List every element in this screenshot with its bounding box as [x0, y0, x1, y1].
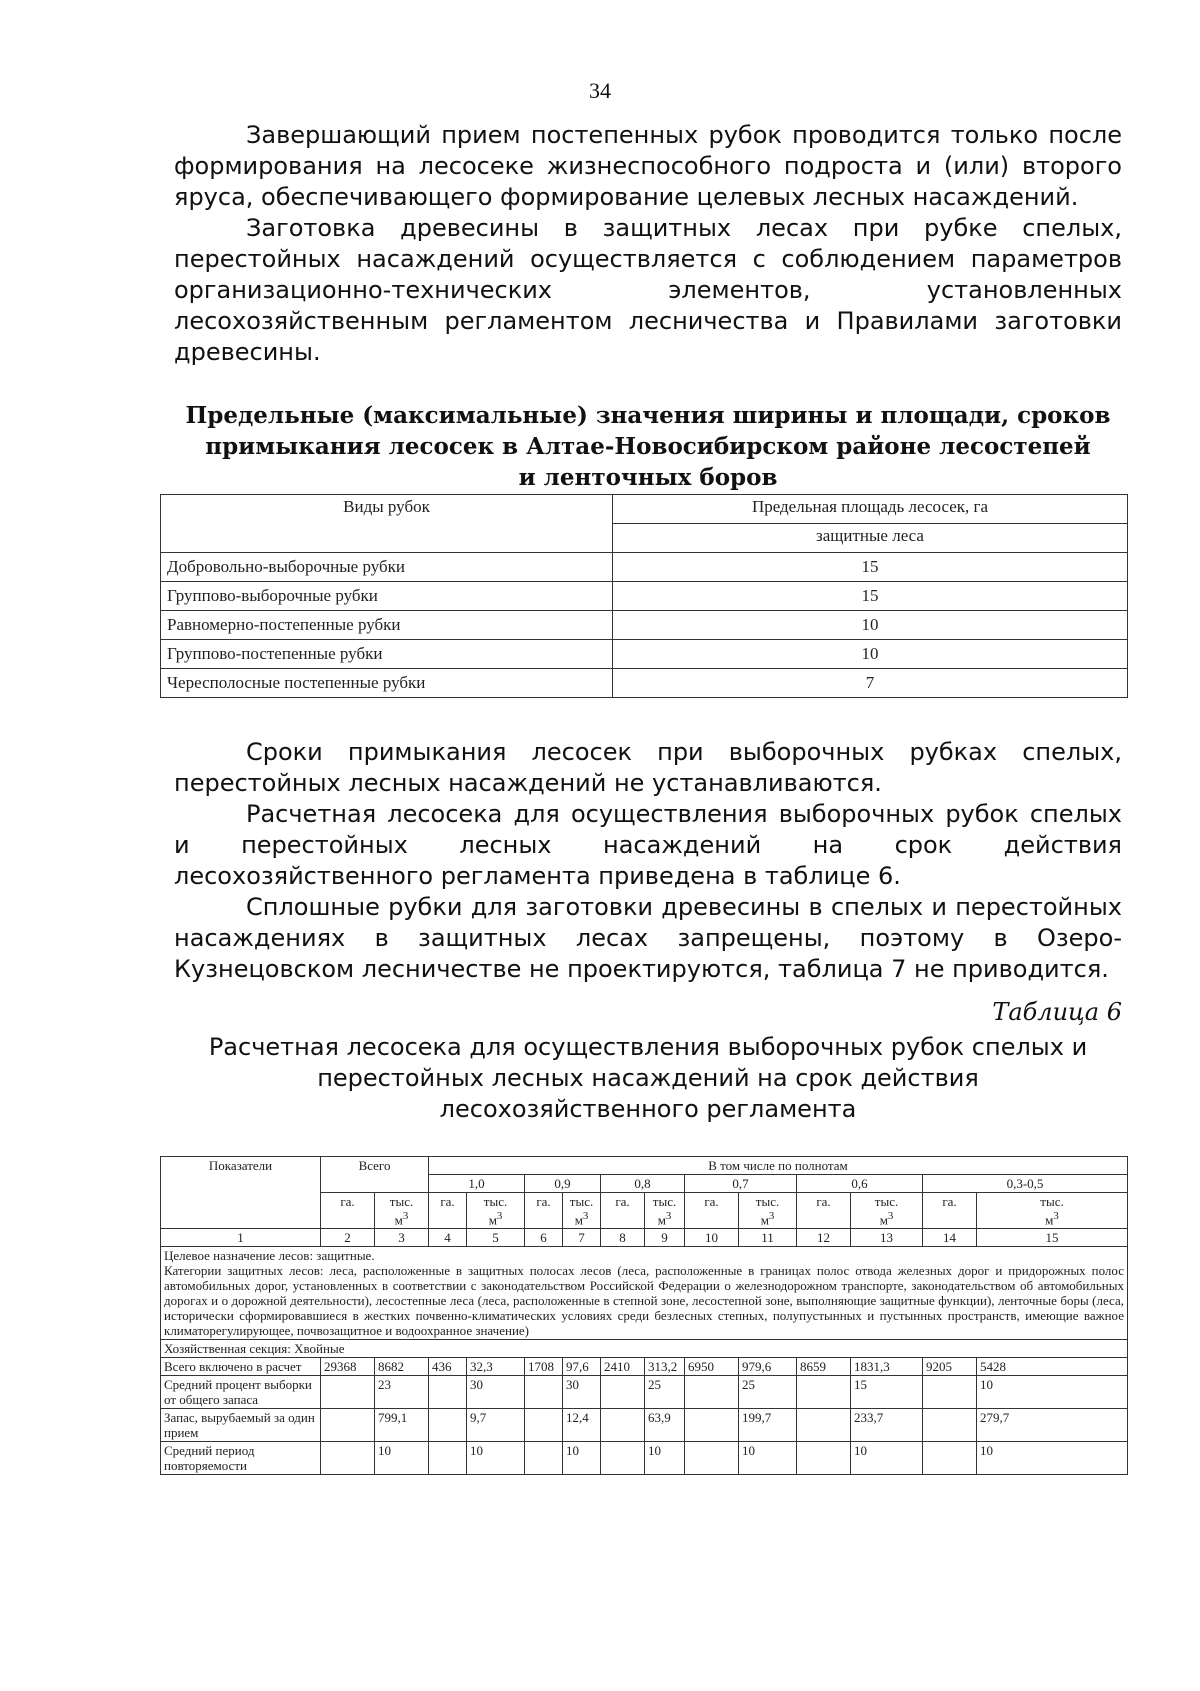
column-number-row [161, 1229, 1128, 1247]
table-cell: 12,4 [563, 1409, 601, 1442]
table-cell: 10 [467, 1442, 525, 1475]
table-cell [525, 1442, 563, 1475]
table2-heading [174, 1032, 1122, 1125]
column-header: Всего [321, 1157, 429, 1193]
column-number: 10 [685, 1229, 739, 1247]
column-number: 3 [375, 1229, 429, 1247]
table-cell [429, 1409, 467, 1442]
table-row [161, 1409, 1128, 1442]
table-cell: 313,2 [645, 1358, 685, 1376]
heading-line: примыкания лесосек в Алтае-Новосибирском районе лесостепей [205, 433, 1091, 460]
paragraph: Заготовка древесины в защитных лесах при рубке спелых, перестойных насаждений осуществляется с соблюдением параметров организационно-технических элементов, установленных лесохозяйственным регламентом лесничества и Правилами заготовки древесины. [174, 214, 1122, 366]
table-cell: 25 [645, 1376, 685, 1409]
column-header: Предельная площадь лесосек, га [613, 495, 1128, 524]
table-row [161, 553, 1128, 582]
column-number: 11 [739, 1229, 797, 1247]
unit-ha: га. [429, 1193, 467, 1229]
cell-kind: Равномерно-постепенные рубки [161, 611, 613, 640]
heading-line: перестойных лесных насаждений на срок действия [317, 1064, 979, 1092]
table-cell: 1831,3 [851, 1358, 923, 1376]
paragraph: Сплошные рубки для заготовки древесины в спелых и перестойных насаждениях в защитных лесах запрещены, поэтому в Озеро-Кузнецовском лесничестве не проектируются, таблица 7 не приводится. [174, 893, 1122, 983]
table-cell: 10 [645, 1442, 685, 1475]
density-header: 0,8 [601, 1175, 685, 1193]
table-cell [429, 1376, 467, 1409]
column-number: 9 [645, 1229, 685, 1247]
table-cell: 279,7 [977, 1409, 1128, 1442]
column-number: 2 [321, 1229, 375, 1247]
table-cell: 10 [851, 1442, 923, 1475]
column-number: 8 [601, 1229, 645, 1247]
table-cell: 30 [467, 1376, 525, 1409]
density-header: 0,6 [797, 1175, 923, 1193]
paragraph: Сроки примыкания лесосек при выборочных рубках спелых, перестойных лесных насаждений не устанавливаются. [174, 738, 1122, 797]
column-number: 1 [161, 1229, 321, 1247]
table-cell [525, 1409, 563, 1442]
table-cell [923, 1409, 977, 1442]
table-row [161, 1442, 1128, 1475]
table-cell [321, 1376, 375, 1409]
section-note: Хозяйственная секция: Хвойные [161, 1340, 1128, 1358]
table-cell [685, 1442, 739, 1475]
cell-value: 15 [613, 582, 1128, 611]
intro-text [174, 120, 1122, 368]
column-number: 13 [851, 1229, 923, 1247]
table-cell: 32,3 [467, 1358, 525, 1376]
table-row [161, 582, 1128, 611]
table-cell: 10 [375, 1442, 429, 1475]
table-cell: 9,7 [467, 1409, 525, 1442]
column-number: 14 [923, 1229, 977, 1247]
column-number: 6 [525, 1229, 563, 1247]
body-text [174, 737, 1122, 985]
column-subheader: защитные леса [613, 524, 1128, 553]
table-label: Таблица 6 [992, 998, 1122, 1026]
column-header: Показатели [161, 1157, 321, 1229]
density-header: 0,7 [685, 1175, 797, 1193]
table-row [161, 669, 1128, 698]
table-cell: 15 [851, 1376, 923, 1409]
row-label: Средний процент выборки от общего запаса [161, 1376, 321, 1409]
table-cell: 10 [739, 1442, 797, 1475]
column-header: Виды рубок [161, 495, 613, 553]
unit-thous-m3: тыс. $м^3$ [645, 1193, 685, 1229]
table-cell [601, 1409, 645, 1442]
density-header: 0,3-0,5 [923, 1175, 1128, 1193]
table-cell: 30 [563, 1376, 601, 1409]
table-row [161, 611, 1128, 640]
table-row [161, 1376, 1128, 1409]
table-cell [601, 1376, 645, 1409]
unit-thous-m3: тыс. $м^3$ [563, 1193, 601, 1229]
table-cell: 799,1 [375, 1409, 429, 1442]
column-number: 12 [797, 1229, 851, 1247]
paragraph: Расчетная лесосека для осуществления выборочных рубок спелых и перестойных лесных насаждений на срок действия лесохозяйственного регламента приведена в таблице 6. [174, 800, 1122, 890]
table-cell: 1708 [525, 1358, 563, 1376]
cell-kind: Группово-постепенные рубки [161, 640, 613, 669]
table-cell: 63,9 [645, 1409, 685, 1442]
cell-value: 10 [613, 611, 1128, 640]
table-row [161, 640, 1128, 669]
table-cell: 10 [977, 1442, 1128, 1475]
column-number: 4 [429, 1229, 467, 1247]
table-cell [797, 1442, 851, 1475]
table-cell: 2410 [601, 1358, 645, 1376]
unit-ha: га. [923, 1193, 977, 1229]
table-cell [797, 1409, 851, 1442]
table-cell: 979,6 [739, 1358, 797, 1376]
table-cell [321, 1409, 375, 1442]
table-cell: 199,7 [739, 1409, 797, 1442]
column-number: 15 [977, 1229, 1128, 1247]
table-cell: 25 [739, 1376, 797, 1409]
cell-kind: Чересполосные постепенные рубки [161, 669, 613, 698]
allowable-cut-table [160, 1156, 1128, 1475]
unit-ha: га. [601, 1193, 645, 1229]
unit-ha: га. [525, 1193, 563, 1229]
table-cell: 8659 [797, 1358, 851, 1376]
table-cell: 23 [375, 1376, 429, 1409]
paragraph: Завершающий прием постепенных рубок проводится только после формирования на лесосеке жизнеспособного подроста и (или) второго яруса, обеспечивающего формирование целевых лесных насаждений. [174, 121, 1122, 211]
unit-thous-m3: тыс. $м^3$ [467, 1193, 525, 1229]
unit-thous-m3: тыс. $м^3$ [977, 1193, 1128, 1229]
purpose-note: Целевое назначение лесов: защитные. Категории защитных лесов: леса, расположенные в защитных полосах лесов (леса, расположенные в границах полос отвода железных дорог и придорожных полос автомобильных дорог, установленных в соответствии с законодательством Российской Федерации о железнодорожном транспорте, законодательством об автомобильных дорогах и о дорожной деятельности), лесостепные леса (леса, расположенные в степной зоне, лесостепной зоне, выполняющие защитные функции), ленточные боры (леса, исторически сформировавшиеся в жестких почвенно-климатических условиях среди безлесных степных, полупустынных и пустынных пространств, имеющие важное климаторегулирующее, почвозащитное и водоохранное значение) [161, 1247, 1128, 1340]
table-cell: 97,6 [563, 1358, 601, 1376]
table-row [161, 1358, 1128, 1376]
row-label: Всего включено в расчет [161, 1358, 321, 1376]
table-cell [525, 1376, 563, 1409]
row-label: Запас, вырубаемый за один прием [161, 1409, 321, 1442]
cell-value: 7 [613, 669, 1128, 698]
density-header: 1,0 [429, 1175, 525, 1193]
heading-line: и ленточных боров [518, 464, 778, 491]
cutting-limits-table [160, 494, 1128, 698]
table-cell [429, 1442, 467, 1475]
cell-value: 15 [613, 553, 1128, 582]
unit-thous-m3: тыс. $м^3$ [739, 1193, 797, 1229]
table-cell: 8682 [375, 1358, 429, 1376]
heading-line: лесохозяйственного регламента [439, 1095, 857, 1123]
table-cell [797, 1376, 851, 1409]
cell-kind: Добровольно-выборочные рубки [161, 553, 613, 582]
table-cell: 6950 [685, 1358, 739, 1376]
unit-thous-m3: тыс. $м^3$ [851, 1193, 923, 1229]
table-cell: 233,7 [851, 1409, 923, 1442]
table-cell [923, 1376, 977, 1409]
unit-thous-m3: тыс. $м^3$ [375, 1193, 429, 1229]
unit-ha: га. [797, 1193, 851, 1229]
table-cell [685, 1409, 739, 1442]
table-cell: 29368 [321, 1358, 375, 1376]
table-cell [685, 1376, 739, 1409]
table-cell: 9205 [923, 1358, 977, 1376]
heading-line: Предельные (максимальные) значения ширины и площади, сроков [185, 402, 1111, 429]
column-number: 7 [563, 1229, 601, 1247]
table-cell [601, 1442, 645, 1475]
table-cell [923, 1442, 977, 1475]
table-cell: 10 [563, 1442, 601, 1475]
unit-ha: га. [685, 1193, 739, 1229]
table1-heading [174, 400, 1122, 493]
table-cell: 10 [977, 1376, 1128, 1409]
heading-line: Расчетная лесосека для осуществления выборочных рубок спелых и [208, 1033, 1088, 1061]
column-header: В том числе по полнотам [429, 1157, 1128, 1175]
unit-ha: га. [321, 1193, 375, 1229]
table-cell [321, 1442, 375, 1475]
density-header: 0,9 [525, 1175, 601, 1193]
page-number: 34 [589, 78, 611, 103]
row-label: Средний период повторяемости [161, 1442, 321, 1475]
table-cell: 5428 [977, 1358, 1128, 1376]
column-number: 5 [467, 1229, 525, 1247]
table-cell: 436 [429, 1358, 467, 1376]
cell-value: 10 [613, 640, 1128, 669]
cell-kind: Группово-выборочные рубки [161, 582, 613, 611]
